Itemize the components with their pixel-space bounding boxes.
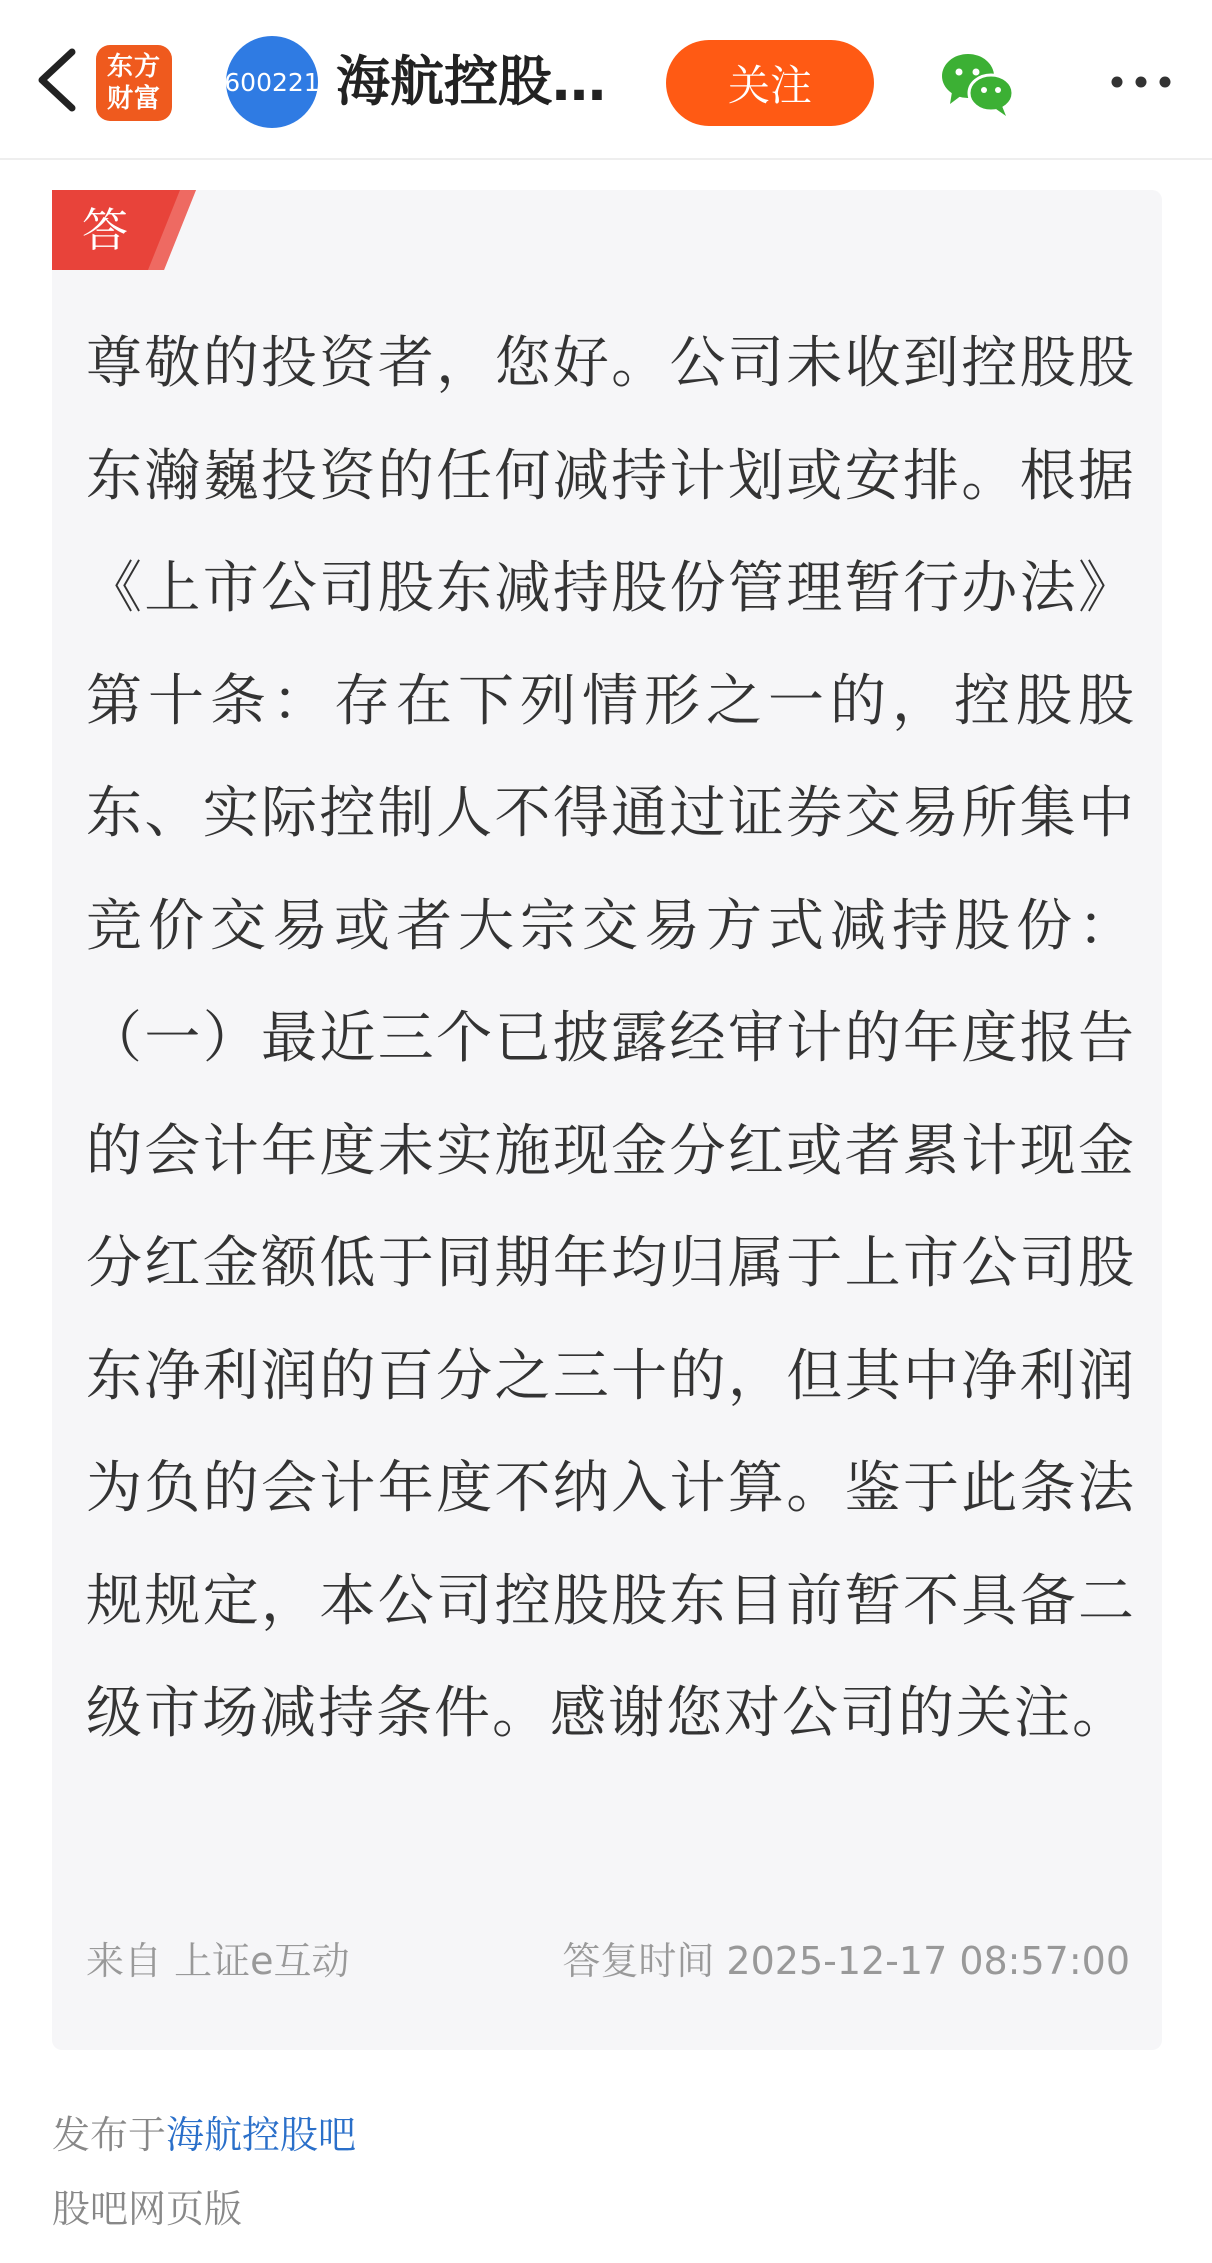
stock-code: 600221 [224,67,320,97]
stock-avatar[interactable] [226,36,318,128]
app-logo[interactable] [96,45,172,121]
back-button[interactable] [20,44,92,116]
answer-source: 来自 上证e互动 [86,1939,350,1983]
answer-tag-label: 答 [82,203,128,257]
published-in [52,2104,356,2159]
stock-name[interactable]: 海航控股… [336,50,606,113]
app-logo-line1: 东方 [106,52,161,82]
chevron-left-icon [34,48,78,112]
published-prefix: 发布于 [52,2113,167,2157]
more-button[interactable] [1086,60,1196,104]
wechat-icon [940,48,1016,118]
web-version-link[interactable]: 股吧网页版 [52,2187,243,2231]
wechat-share-button[interactable] [940,48,1016,118]
top-navigation-bar [0,0,1212,160]
follow-button[interactable]: 关注 [666,40,874,126]
answer-reply-time: 答复时间 2025-12-17 08:57:00 [562,1939,1130,1983]
more-icon [1109,74,1173,90]
app-logo-line2: 财富 [106,84,161,114]
forum-link[interactable]: 海航控股吧 [166,2113,357,2157]
answer-text: 尊敬的投资者，您好。公司未收到控股股东瀚巍投资的任何减持计划或安排。根据《上市公司股东减持股份管理暂行办法》第十条：存在下列情形之一的，控股股东、实际控制人不得通过证券交易所集中竞价交易或者大宗交易方式减持股份：（一）最近三个已披露经审计的年度报告的会计年度未实施现金分红或者累计现金分红金额低于同期年均归属于上市公司股东净利润的百分之三十的，但其中净利润为负的会计年度不纳入计算。鉴于此条法规规定，本公司控股股东目前暂不具备二级市场减持条件。感谢您对公司的关注。 [86,331,1136,1746]
answer-card [52,190,1162,2050]
